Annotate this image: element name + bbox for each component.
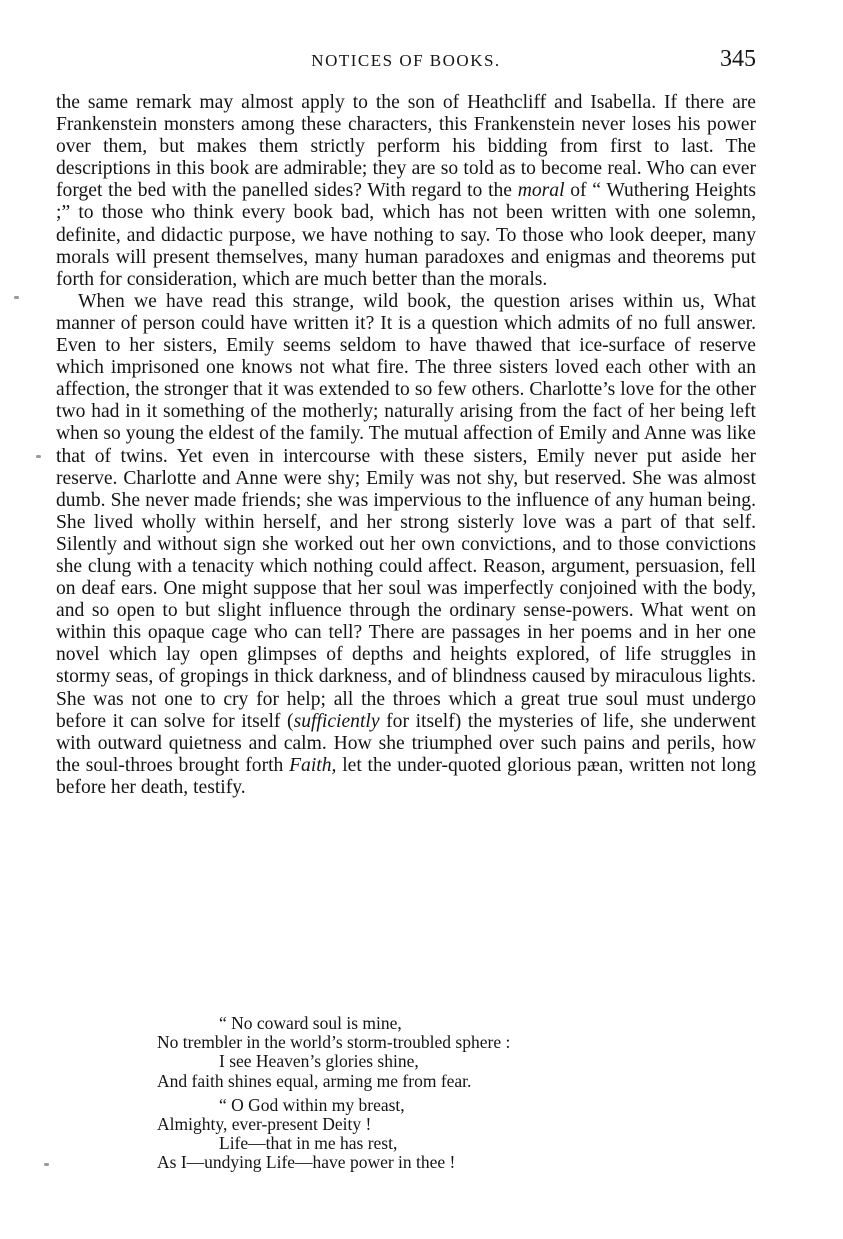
poem-line: I see Heaven’s glories shine, xyxy=(219,1051,419,1072)
paragraph-1-text-b: of “ Wuthering Heights ;” to those who think every book bad, which has not been written with one solemn, definite, and didactic purpose, we have nothing to say. To those who look deeper, many morals will present themselves, many human paradoxes and enigmas and theorems put forth for consideration, which are much better than the morals. xyxy=(56,180,756,290)
poem-line: “ O God within my breast, xyxy=(219,1094,405,1115)
poem-stanza-2 xyxy=(157,1096,677,1173)
print-speck xyxy=(14,296,19,299)
poem-quotation xyxy=(157,1014,677,1178)
paragraph-2 xyxy=(56,291,756,799)
paragraph-1 xyxy=(56,92,756,291)
page-number: 345 xyxy=(720,46,756,72)
paragraph-2-text-a: When we have read this strange, wild book, the question arises within us, What manner of person could have written it? It is a question which admits of no full answer. Even to her sisters, Emily seems seldom to have thawed that ice-surface of reserve which imprisoned one knows not what fire. The three sisters loved each other with an affection, the stronger that it was extended to so few others. Charlotte’s love for the other two had in it something of the motherly; naturally arising from the fact of her being left when so young the eldest of the family. The mutual affection of Emily and Anne was like that of twins. Yet even in intercourse with these sisters, Emily never put aside her reserve. Charlotte and Anne were shy; Emily was not shy, but reserved. She was almost dumb. She never made friends; she was impervious to the influence of any human being. She lived wholly within herself, and her strong sisterly love was a part of that self. Silently and without sign she worked out her own convictions, and to those convictions she clung with a tenacity which nothing could affect. Reason, argument, persuasion, fell on deaf ears. One might suppose that her soul was imperfectly conjoined with the body, and so open to but slight influence through the ordinary sense-powers. What went on within this opaque cage who can tell? There are passages in her poems and in her one novel which lay open glimpses of depths and heights explored, of life struggles in stormy seas, of gropings in thick darkness, and of blindness caused by miraculous lights. She was not one to cry for help; all the throes which a great true soul must undergo before it can solve for itself ( xyxy=(56,290,756,732)
paragraph-2-italic-sufficiently: sufficiently xyxy=(293,710,380,732)
paragraph-1-italic-moral: moral xyxy=(517,180,565,202)
running-head: NOTICES OF BOOKS. xyxy=(311,51,501,70)
paragraph-2-text-c: let the under-quoted glorious pæan, written not long before her death, testify. xyxy=(56,754,756,798)
page-header xyxy=(56,48,756,78)
poem-line: Life—that in me has rest, xyxy=(219,1133,398,1154)
print-speck xyxy=(36,455,41,458)
poem-line: Almighty, ever-present Deity ! xyxy=(157,1114,372,1135)
paragraph-2-italic-faith: Faith, xyxy=(289,754,337,776)
poem-line: And faith shines equal, arming me from fear. xyxy=(157,1070,472,1091)
poem-stanza-1 xyxy=(157,1014,677,1091)
poem-line: “ No coward soul is mine, xyxy=(219,1013,402,1033)
poem-line: As I—undying Life—have power in thee ! xyxy=(157,1152,456,1173)
body-text xyxy=(56,92,756,799)
print-speck xyxy=(44,1163,49,1166)
paragraph-1-text-a: the same remark may almost apply to the son of Heathcliff and Isabella. If there are Frankenstein monsters among these characters, this Frankenstein never loses his power over them, but makes them strictly perform his bidding from first to last. The descriptions in this book are admirable; they are so told as to become real. Who can ever forget the bed with the panelled sides? With regard to the xyxy=(56,92,756,202)
paragraph-2-text-b: for itself) the mysteries of life, she underwent with outward quietness and calm. How she triumphed over such pains and perils, how the soul-throes brought forth xyxy=(56,710,756,776)
poem-line: No trembler in the world’s storm-troubled sphere : xyxy=(157,1032,511,1053)
